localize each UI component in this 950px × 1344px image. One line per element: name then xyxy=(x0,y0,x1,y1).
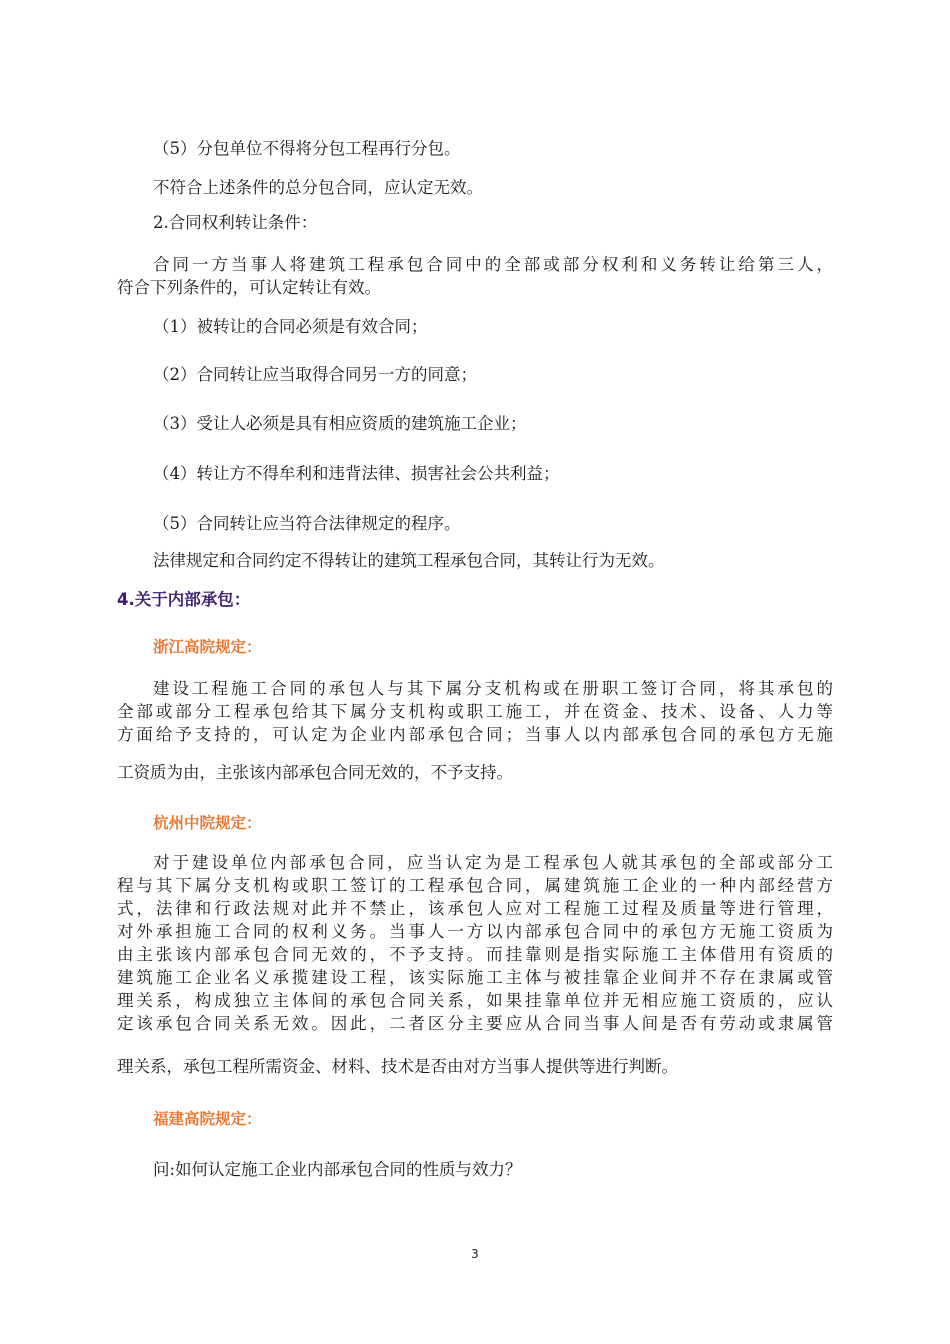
fujian-question: 问:如何认定施工企业内部承包合同的性质与效力？ xyxy=(153,1160,522,1179)
zhejiang-line-3: 方面给予支持的，可认定为企业内部承包合同；当事人以内部承包合同的承包方无施 xyxy=(117,725,833,744)
zhejiang-line-2: 全部或部分工程承包给其下属分支机构或职工施工，并在资金、技术、设备、人力等 xyxy=(117,702,833,721)
subcontract-item-5: （5）分包单位不得将分包工程再行分包。 xyxy=(153,139,461,158)
hangzhou-line-5: 由主张该内部承包合同无效的，不予支持。而挂靠则是指实际施工主体借用有资质的 xyxy=(117,945,833,964)
hangzhou-line-8: 定该承包合同关系无效。因此，二者区分主要应从合同当事人间是否有劳动或隶属管 xyxy=(117,1014,833,1033)
transfer-intro-line2: 符合下列条件的，可认定转让有效。 xyxy=(117,278,381,297)
transfer-item-2: （2）合同转让应当取得合同另一方的同意； xyxy=(153,365,477,384)
section-4-heading: 4.关于内部承包： xyxy=(117,590,251,609)
zhejiang-line-1: 建设工程施工合同的承包人与其下属分支机构或在册职工签订合同，将其承包的 xyxy=(153,679,833,698)
hangzhou-line-2: 程与其下属分支机构或职工签订的工程承包合同，属建筑施工企业的一种内部经营方 xyxy=(117,876,833,895)
transfer-item-4: （4）转让方不得牟利和违背法律、损害社会公共利益； xyxy=(153,464,560,483)
transfer-item-1: （1）被转让的合同必须是有效合同； xyxy=(153,317,428,336)
transfer-closing: 法律规定和合同约定不得转让的建筑工程承包合同，其转让行为无效。 xyxy=(153,551,665,570)
transfer-intro-line1: 合同一方当事人将建筑工程承包合同中的全部或部分权利和义务转让给第三人， xyxy=(153,255,833,274)
hangzhou-line-7: 理关系，构成独立主体间的承包合同关系，如果挂靠单位并无相应施工资质的，应认 xyxy=(117,991,833,1010)
hangzhou-line-4: 对外承担施工合同的权利义务。当事人一方以内部承包合同中的承包方无施工资质为 xyxy=(117,922,833,941)
transfer-item-5: （5）合同转让应当符合法律规定的程序。 xyxy=(153,514,461,533)
zhejiang-line-4: 工资质为由，主张该内部承包合同无效的，不予支持。 xyxy=(117,763,513,782)
hangzhou-heading: 杭州中院规定： xyxy=(153,814,262,832)
zhejiang-heading: 浙江高院规定： xyxy=(153,638,262,656)
hangzhou-line-3: 式，法律和行政法规对此并不禁止，该承包人应对工程施工过程及质量等进行管理， xyxy=(117,899,833,918)
fujian-heading: 福建高院规定： xyxy=(153,1110,262,1128)
subcontract-invalid-note: 不符合上述条件的总分包合同，应认定无效。 xyxy=(153,178,483,197)
hangzhou-line-6: 建筑施工企业名义承揽建设工程，该实际施工主体与被挂靠企业间并不存在隶属或管 xyxy=(117,968,833,987)
transfer-heading: 2.合同权利转让条件： xyxy=(153,213,318,232)
page-number: 3 xyxy=(471,1247,479,1261)
hangzhou-line-1: 对于建设单位内部承包合同，应当认定为是工程承包人就其承包的全部或部分工 xyxy=(153,853,833,872)
hangzhou-line-9: 理关系，承包工程所需资金、材料、技术是否由对方当事人提供等进行判断。 xyxy=(117,1057,678,1076)
transfer-item-3: （3）受让人必须是具有相应资质的建筑施工企业； xyxy=(153,414,527,433)
